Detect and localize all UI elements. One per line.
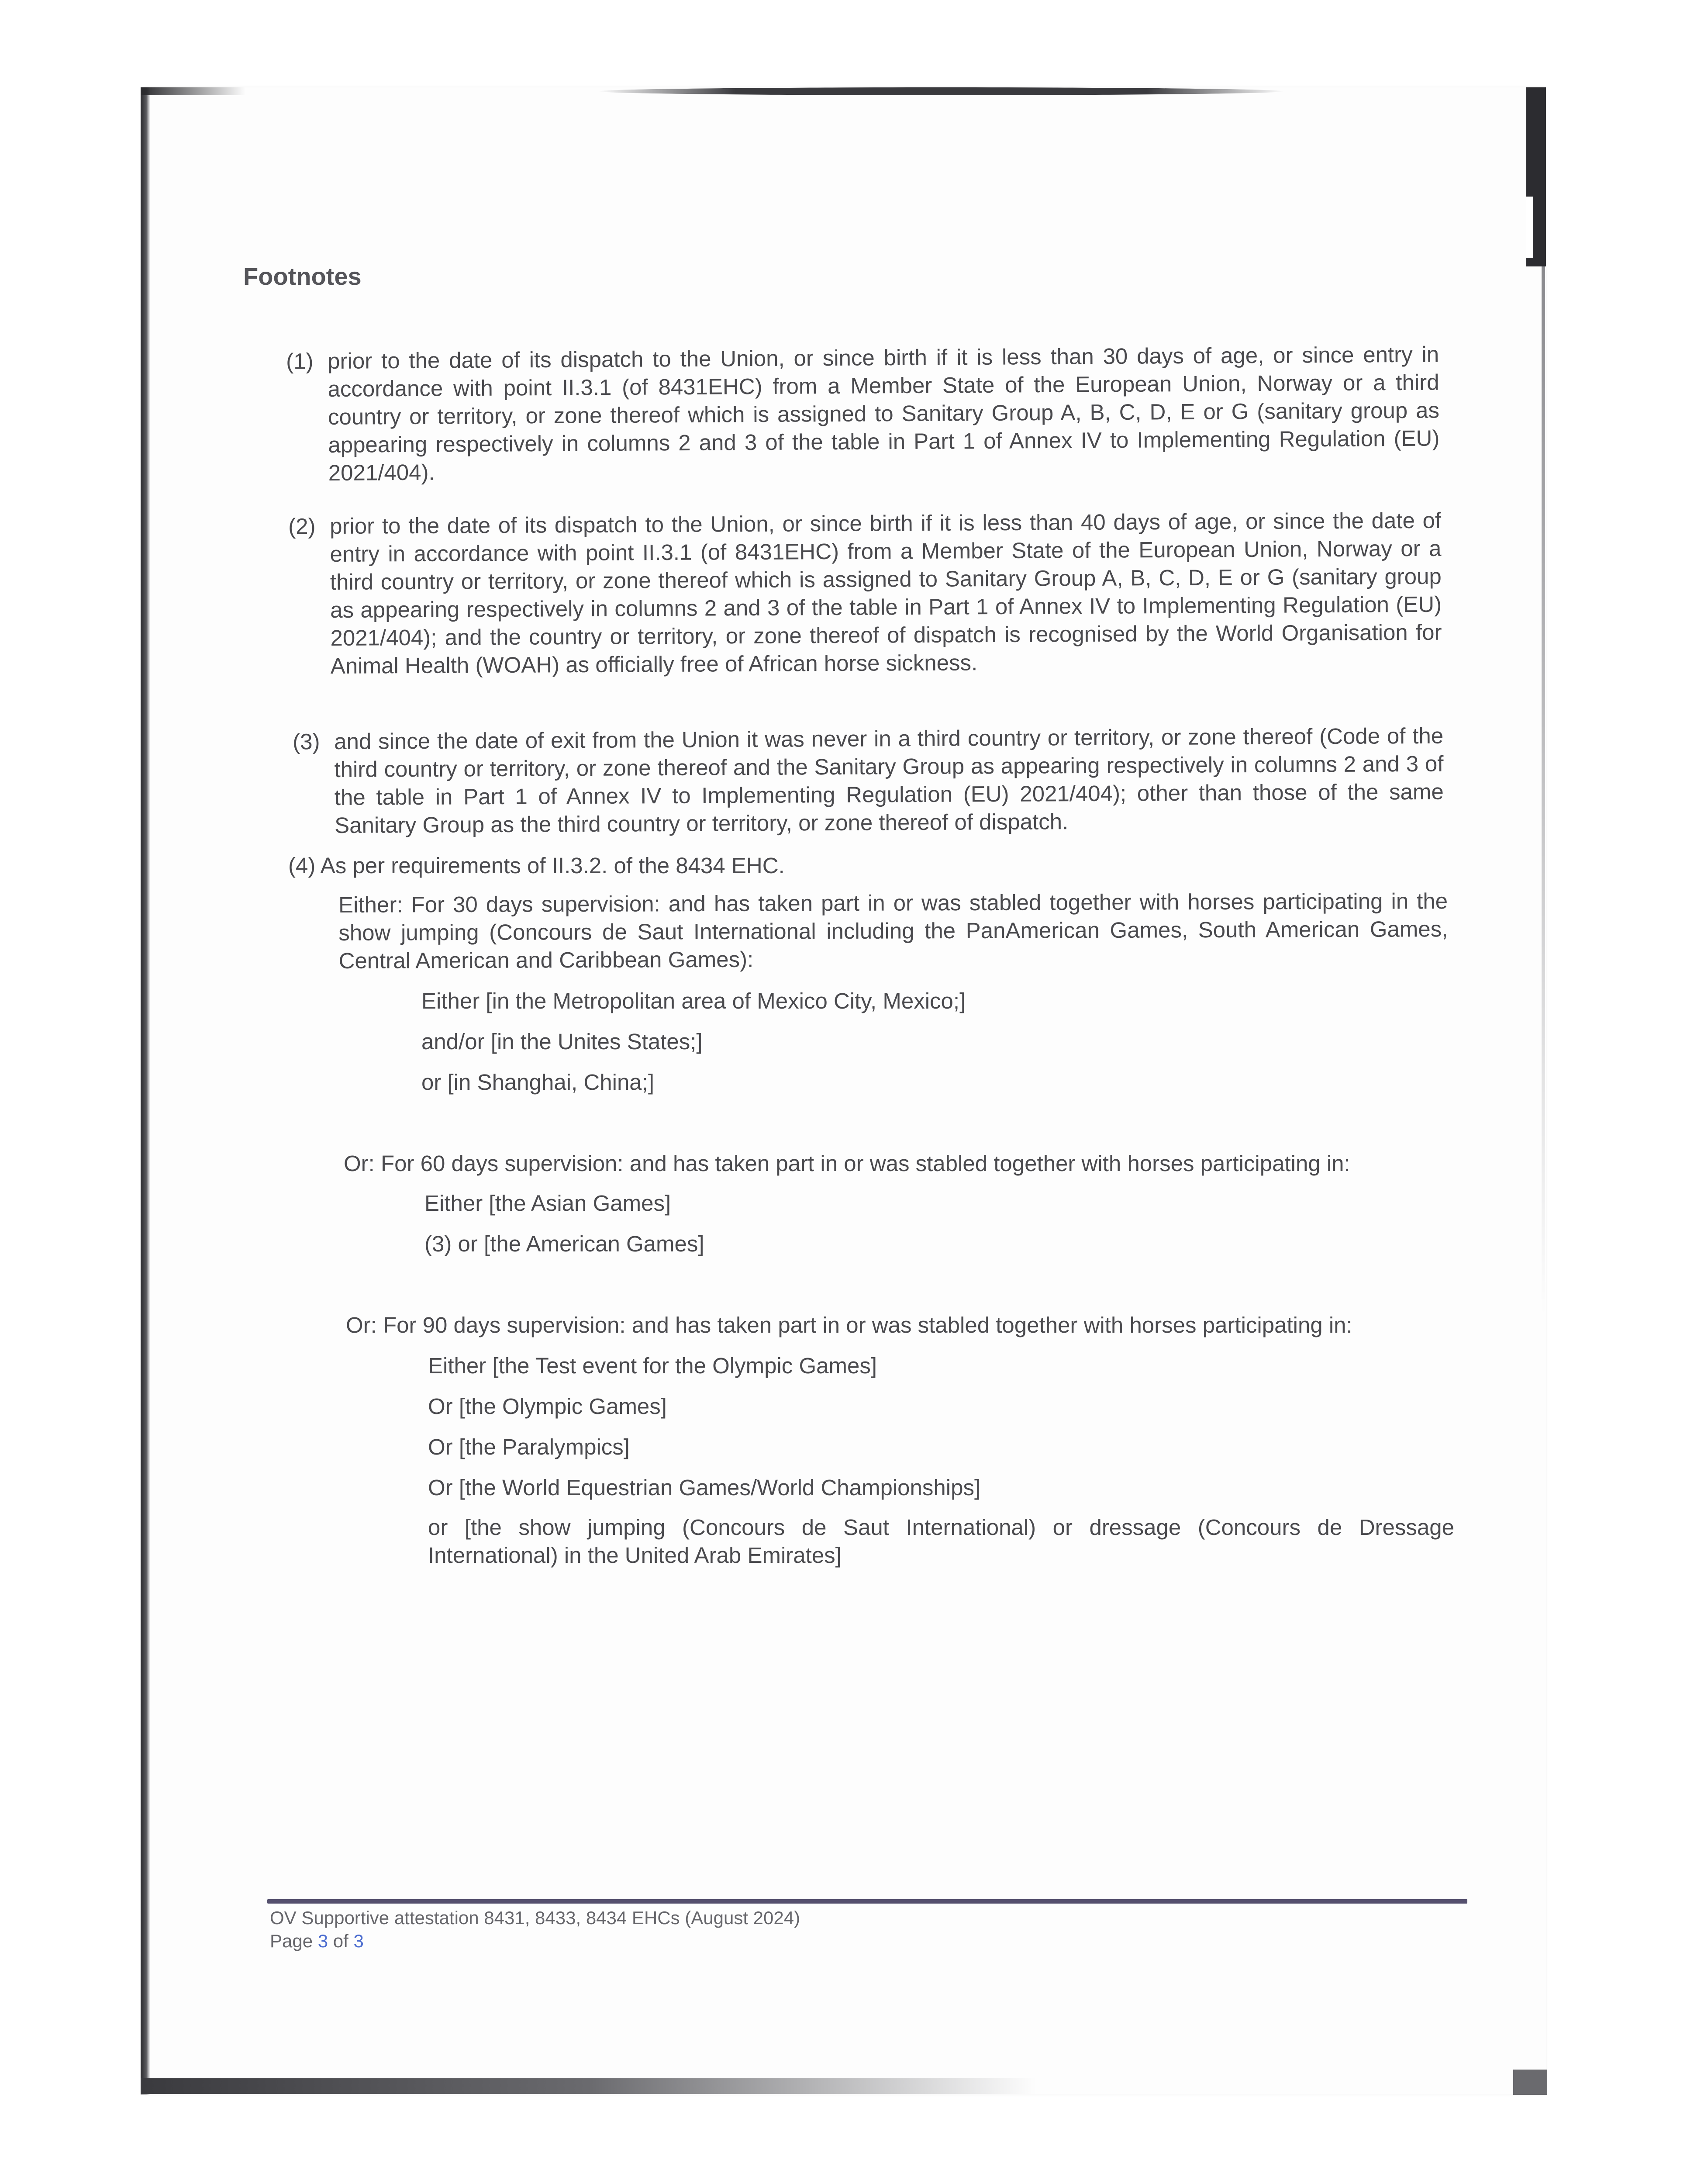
page-of: of <box>328 1931 354 1951</box>
page-total: 3 <box>353 1931 364 1951</box>
option-90-world-equestrian: Or [the World Equestrian Games/World Championships] <box>428 1475 981 1500</box>
option-30-mexico: Either [in the Metropolitan area of Mexico City, Mexico;] <box>421 988 966 1013</box>
option-30-united-states: and/or [in the Unites States;] <box>421 1029 703 1054</box>
option-90-olympic-games: Or [the Olympic Games] <box>428 1394 667 1419</box>
option-90-paralympics: Or [the Paralympics] <box>428 1434 630 1459</box>
footnote-text: and since the date of exit from the Union it was never in a third country or territory, or zone thereof (Code of the third country or territory, or zone thereof and the Sanitary Group as appearing respectively in columns 2 and 3 of the table in Part 1 of Annex IV to Implementing Regulation (EU) 2021/404); other than those of the same Sanitary Group as the third country or territory, or zone thereof of dispatch. <box>334 723 1444 838</box>
footnote-text: prior to the date of its dispatch to the Union, or since birth if it is less than 30 days of age, or since entry in accordance with point II.3.1 (of 8431EHC) from a Member State of the European Union, Norway or a third country or territory, or zone thereof which is assigned to Sanitary Group A, B, C, D, E or G (sanitary group as appearing respectively in columns 2 and 3 of the table in Part 1 of Annex IV to Implementing Regulation (EU) 2021/404). <box>328 342 1440 485</box>
or-90-days-paragraph: Or: For 90 days supervision: and has taken part in or was stabled together with horses participating in: <box>346 1313 1352 1337</box>
option-90-uae: or [the show jumping (Concours de Saut International) or dressage (Concours de Dressage International) in the United Arab Emirates] <box>428 1515 1454 1568</box>
footnote-number: (3) <box>293 729 320 754</box>
footnote-1 <box>286 340 1440 487</box>
footer-page-number <box>270 1930 364 1952</box>
footnote-2 <box>288 507 1442 680</box>
option-60-asian-games: Either [the Asian Games] <box>424 1191 671 1216</box>
footnote-3 <box>293 722 1444 840</box>
either-30-days-paragraph: Either: For 30 days supervision: and has taken part in or was stabled together with horses participating in the show jumping (Concours de Saut International including the PanAmerican Games, South American Games, Central American and Caribbean Games): <box>338 888 1448 973</box>
option-60-american-games: (3) or [the American Games] <box>424 1231 704 1256</box>
footer-divider <box>267 1899 1467 1904</box>
or-60-days-paragraph: Or: For 60 days supervision: and has taken part in or was stabled together with horses participating in: <box>344 1151 1350 1176</box>
footer-document-title: OV Supportive attestation 8431, 8433, 8434 EHCs (August 2024) <box>270 1908 800 1928</box>
footnote-4-intro: (4) As per requirements of II.3.2. of the 8434 EHC. <box>288 853 785 878</box>
footnote-number: (1) <box>286 349 314 374</box>
page-prefix: Page <box>270 1931 318 1951</box>
footnote-number: (2) <box>288 514 316 539</box>
option-30-shanghai: or [in Shanghai, China;] <box>421 1070 655 1095</box>
footnote-text: prior to the date of its dispatch to the Union, or since birth if it is less than 40 days of age, or since the date of entry in accordance with point II.3.1 (of 8431EHC) from a Member State of the European Union, Norway or a third country or territory, or zone thereof which is assigned to Sanitary Group A, B, C, D, E or G (sanitary group as appearing respectively in columns 2 and 3 of the table in Part 1 of Annex IV to Implementing Regulation (EU) 2021/404); and the country or territory, or zone thereof of dispatch is recognised by the World Organisation for Animal Health (WOAH) as officially free of African horse sickness. <box>330 508 1442 678</box>
page-current: 3 <box>317 1931 328 1951</box>
page-title: Footnotes <box>243 263 362 290</box>
option-90-test-event: Either [the Test event for the Olympic Games] <box>428 1353 877 1378</box>
